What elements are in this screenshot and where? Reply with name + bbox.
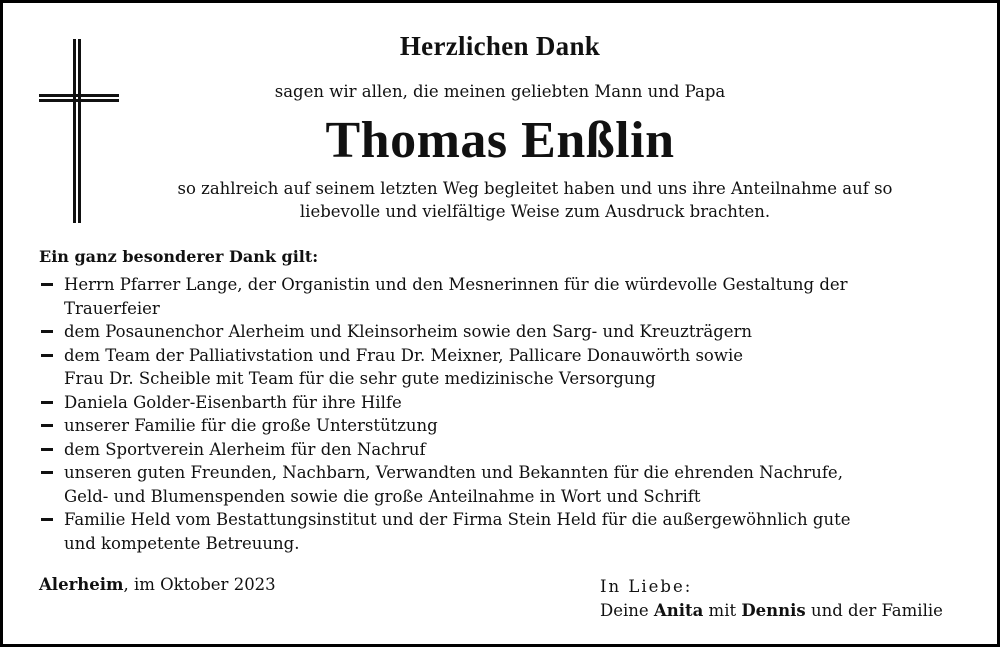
dash-bullet-icon [41, 518, 53, 521]
dash-bullet-icon [41, 401, 53, 404]
list-item: dem Posaunenchor Alerheim und Kleinsorheim sowie den Sarg- und Kreuzträgern [39, 320, 939, 344]
place-date-text: , im Oktober 2023 [123, 575, 276, 594]
thanks-paragraph [133, 177, 937, 223]
list-item: unseren guten Freunden, Nachbarn, Verwandten und Bekannten für die ehrenden Nachrufe, Geld- und Blumenspenden sowie die große Anteilnahme in Wort und Schrift [39, 461, 939, 508]
dash-bullet-icon [41, 471, 53, 474]
list-item: Familie Held vom Bestattungsinstitut und der Firma Stein Held für die außergewöhnlich gute und kompetente Betreuung. [39, 508, 939, 555]
special-thanks-heading: Ein ganz besonderer Dank gilt: [39, 247, 319, 266]
dash-bullet-icon [41, 448, 53, 451]
place-date [39, 575, 276, 594]
dash-bullet-icon [41, 330, 53, 333]
heading-title: Herzlichen Dank [399, 31, 601, 61]
dash-bullet-icon [41, 424, 53, 427]
dash-bullet-icon [41, 354, 53, 357]
list-item: dem Sportverein Alerheim für den Nachruf [39, 438, 939, 462]
signature-name-anita: Anita [653, 601, 704, 620]
list-item: Herrn Pfarrer Lange, der Organistin und den Mesnerinnen für die würdevolle Gestaltung der Trauerfeier [39, 273, 939, 320]
signature-block: In Liebe: Deine Anita mit Dennis und der Familie [600, 577, 943, 620]
thanks-line: liebevolle und vielfältige Weise zum Ausdruck brachten. [299, 202, 771, 221]
signature-greeting: In Liebe: [600, 577, 693, 596]
place-city: Alerheim [39, 575, 124, 594]
intro-text: sagen wir allen, die meinen geliebten Mann und Papa [274, 82, 726, 101]
dash-bullet-icon [41, 283, 53, 286]
deceased-name: Thomas Enßlin [325, 112, 675, 169]
thanks-list [39, 273, 939, 555]
list-item: dem Team der Palliativstation und Frau Dr. Meixner, Pallicare Donauwörth sowie Frau Dr. Scheible mit Team für die sehr gute medizinische Versorgung [39, 344, 939, 391]
list-item: unserer Familie für die große Unterstützung [39, 414, 939, 438]
list-item: Daniela Golder-Eisenbarth für ihre Hilfe [39, 391, 939, 415]
signature-name-dennis: Dennis [741, 601, 806, 620]
thanks-line: so zahlreich auf seinem letzten Weg begleitet haben und uns ihre Anteilnahme auf so [177, 179, 893, 198]
